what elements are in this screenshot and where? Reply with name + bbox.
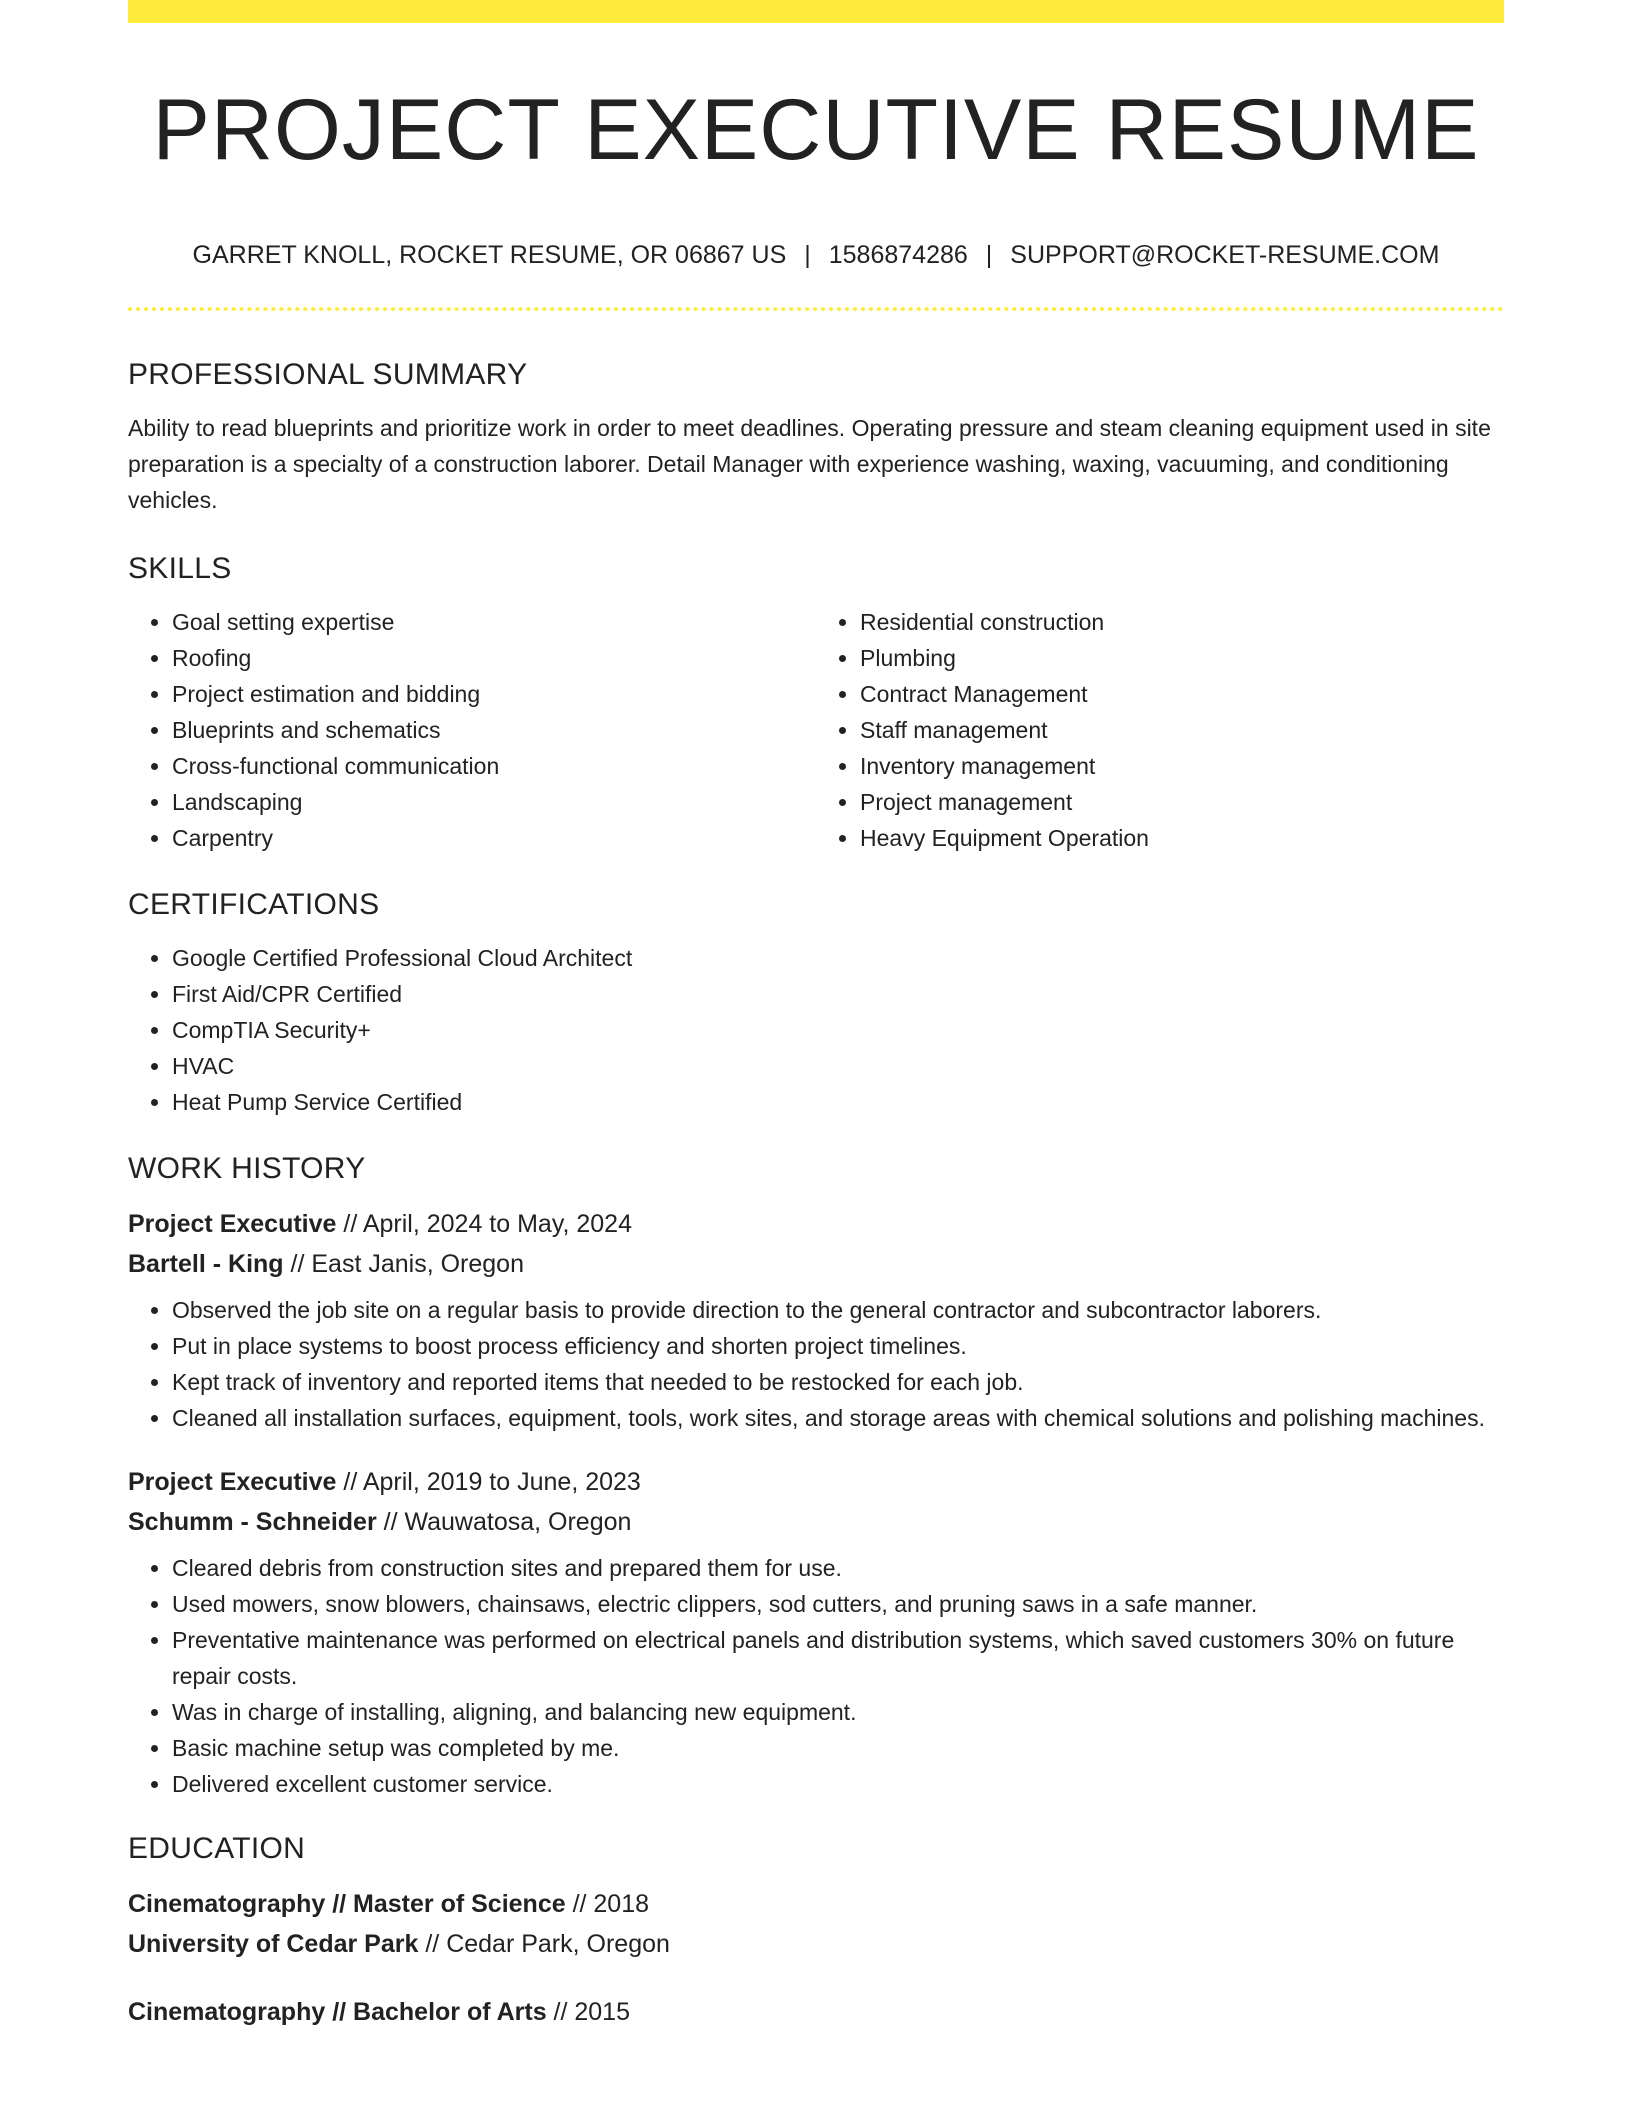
- job-bullets: [128, 1550, 1504, 1802]
- education-entry: [128, 1992, 1504, 2032]
- certification-item: • Google Certified Professional Cloud Architect: [172, 940, 1504, 976]
- job-bullet: • Cleared debris from construction sites and prepared them for use.: [172, 1550, 1504, 1586]
- job-bullet: • Basic machine setup was completed by me.: [172, 1730, 1504, 1766]
- education-school-line: [128, 1924, 1504, 1964]
- skills-columns: [128, 594, 1504, 856]
- job-bullets: [128, 1292, 1504, 1436]
- work-history-section: [128, 1144, 1504, 1802]
- certification-item: • First Aid/CPR Certified: [172, 976, 1504, 1012]
- section-heading: SKILLS: [128, 552, 232, 585]
- skill-item: • Staff management: [860, 712, 1504, 748]
- education-school: University of Cedar Park: [128, 1930, 419, 1958]
- education-degree-line: [128, 1992, 1504, 2032]
- contact-separator: |: [804, 241, 811, 269]
- job-entry: [128, 1462, 1504, 1802]
- skill-item: • Blueprints and schematics: [172, 712, 816, 748]
- job-entry: [128, 1204, 1504, 1436]
- certification-item: • HVAC: [172, 1048, 1504, 1084]
- job-bullet: • Used mowers, snow blowers, chainsaws, electric clippers, sod cutters, and pruning saws in a safe manner.: [172, 1586, 1504, 1622]
- job-bullet: • Cleaned all installation surfaces, equipment, tools, work sites, and storage areas with chemical solutions and polishing machines.: [172, 1400, 1504, 1436]
- job-company: Schumm - Schneider: [128, 1508, 377, 1536]
- job-title-line: [128, 1462, 1504, 1502]
- job-location: // Wauwatosa, Oregon: [376, 1508, 632, 1536]
- accent-bar: [128, 0, 1504, 23]
- skill-item: • Plumbing: [860, 640, 1504, 676]
- resume-title: PROJECT EXECUTIVE RESUME: [152, 82, 1480, 178]
- job-dates: // April, 2019 to June, 2023: [336, 1468, 641, 1496]
- section-heading: EDUCATION: [128, 1832, 306, 1865]
- job-bullet: • Kept track of inventory and reported items that needed to be restocked for each job.: [172, 1364, 1504, 1400]
- job-bullet: • Was in charge of installing, aligning, and balancing new equipment.: [172, 1694, 1504, 1730]
- education-degree-line: [128, 1884, 1504, 1924]
- job-title: Project Executive: [128, 1210, 337, 1238]
- education-section: [128, 1824, 1504, 2032]
- contact-separator: |: [985, 241, 993, 269]
- job-location: // East Janis, Oregon: [283, 1250, 524, 1278]
- skill-item: • Project estimation and bidding: [172, 676, 816, 712]
- education-degree: Cinematography // Master of Science: [128, 1890, 566, 1918]
- skill-item: • Project management: [860, 784, 1504, 820]
- skill-item: • Carpentry: [172, 820, 816, 856]
- job-bullet: • Put in place systems to boost process efficiency and shorten project timelines.: [172, 1328, 1504, 1364]
- education-degree: Cinematography // Bachelor of Arts: [128, 1998, 547, 2026]
- certifications-section: [128, 880, 1504, 1120]
- education-year: // 2018: [565, 1890, 650, 1918]
- skill-item: • Residential construction: [860, 604, 1504, 640]
- skill-item: • Landscaping: [172, 784, 816, 820]
- skill-item: • Contract Management: [860, 676, 1504, 712]
- certification-item: • CompTIA Security+: [172, 1012, 1504, 1048]
- skill-item: • Goal setting expertise: [172, 604, 816, 640]
- job-dates: // April, 2024 to May, 2024: [336, 1210, 632, 1238]
- contact-address: GARRET KNOLL, ROCKET RESUME, OR 06867 US: [192, 241, 787, 269]
- skills-list-right: [816, 604, 1504, 856]
- dotted-divider: [128, 307, 1504, 311]
- summary-section: [128, 350, 1504, 518]
- certifications-list: [128, 940, 1504, 1120]
- skills-section: [128, 544, 1504, 856]
- job-bullet: • Observed the job site on a regular basis to provide direction to the general contractor and subcontractor laborers.: [172, 1292, 1504, 1328]
- contact-phone: 1586874286: [828, 241, 968, 269]
- summary-text: Ability to read blueprints and prioritize work in order to meet deadlines. Operating pressure and steam cleaning equipment used in site preparation is a specialty of a construction laborer. Detail Manager with experience washing, waxing, vacuuming, and conditioning vehicles.: [128, 415, 1491, 513]
- job-title: Project Executive: [128, 1468, 337, 1496]
- skills-list-left: [128, 604, 816, 856]
- skill-item: • Heavy Equipment Operation: [860, 820, 1504, 856]
- contact-email: SUPPORT@ROCKET-RESUME.COM: [1010, 241, 1440, 269]
- education-entry: [128, 1884, 1504, 1964]
- job-bullet: • Preventative maintenance was performed on electrical panels and distribution systems, which saved customers 30% on future repair costs.: [172, 1622, 1504, 1694]
- job-company-line: [128, 1244, 1504, 1284]
- job-company-line: [128, 1502, 1504, 1542]
- skill-item: • Roofing: [172, 640, 816, 676]
- education-year: // 2015: [546, 1998, 630, 2026]
- section-heading: WORK HISTORY: [128, 1152, 366, 1185]
- contact-line: [128, 236, 1504, 274]
- skill-item: • Cross-functional communication: [172, 748, 816, 784]
- education-location: // Cedar Park, Oregon: [418, 1930, 670, 1958]
- job-company: Bartell - King: [128, 1250, 284, 1278]
- job-title-line: [128, 1204, 1504, 1244]
- certification-item: • Heat Pump Service Certified: [172, 1084, 1504, 1120]
- section-heading: CERTIFICATIONS: [128, 888, 380, 921]
- skill-item: • Inventory management: [860, 748, 1504, 784]
- resume-content: [128, 350, 1504, 2032]
- section-heading: PROFESSIONAL SUMMARY: [128, 358, 528, 391]
- job-bullet: • Delivered excellent customer service.: [172, 1766, 1504, 1802]
